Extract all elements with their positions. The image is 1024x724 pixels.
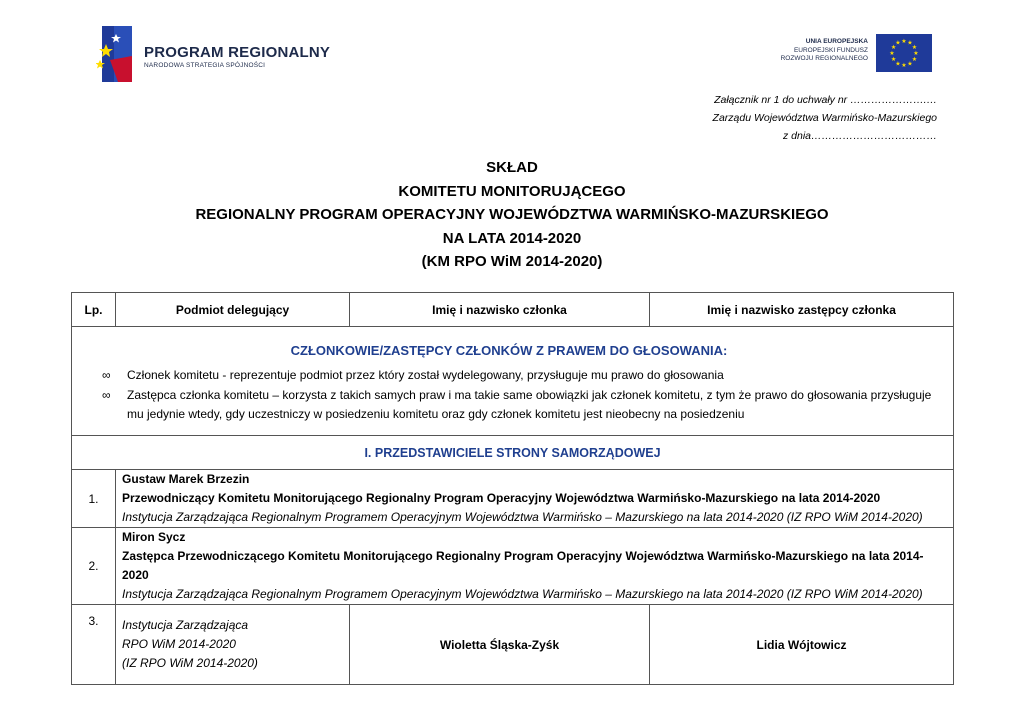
table-row — [72, 470, 954, 528]
voting-rights-cell — [72, 327, 954, 436]
eu-star-icon: ★ — [901, 63, 907, 69]
title-line-4: NA LATA 2014-2020 — [442, 229, 582, 247]
attachment-note — [713, 91, 937, 145]
deputy-name-cell: Lidia Wójtowicz — [650, 605, 954, 685]
eu-star-icon: ★ — [890, 57, 897, 63]
program-regionalny-subtitle: NARODOWA STRATEGIA SPÓJNOŚCI — [144, 62, 266, 69]
program-regionalny-logo — [96, 26, 331, 82]
program-regionalny-title: PROGRAM REGIONALNY — [144, 44, 331, 61]
title-line-5: (KM RPO WiM 2014-2020) — [421, 253, 603, 270]
row-number: 1. — [72, 470, 116, 528]
voting-rights-row — [72, 327, 954, 436]
eu-logo-line1: UNIA EUROPEJSKA — [805, 38, 868, 45]
member-institution: Instytucja Zarządzająca Regionalnym Programem Operacyjnym Województwa Warmińsko – Mazurskiego na lata 2014-2020 (IZ RPO WiM 2014-2020) — [122, 587, 923, 601]
entity-line: Instytucja Zarządzająca — [122, 618, 249, 632]
eu-star-icon: ★ — [913, 51, 919, 57]
bullet-text: Zastępca członka komitetu – korzysta z takich samych praw i ma takie same obowiązki jak członek komitetu, z tym że prawo do głosowania przysługuje mu jedynie wtedy, gdy uczestniczy w posiedzeniu komitetu oraz gdy członek komitetu jest nieobecny na posiedzeniu — [127, 387, 932, 421]
infinity-bullet-icon: ∞ — [102, 387, 111, 402]
entity-line: (IZ RPO WiM 2014-2020) — [122, 656, 258, 670]
voting-rights-list — [78, 366, 940, 425]
eu-star-icon: ★ — [911, 45, 918, 51]
member-name-cell: Wioletta Śląska-Zyśk — [350, 605, 650, 685]
header-deputy-name: Imię i nazwisko zastępcy członka — [650, 293, 954, 327]
infinity-bullet-icon: ∞ — [102, 368, 111, 382]
eu-star-icon: ★ — [895, 61, 901, 68]
entity-line: RPO WiM 2014-2020 — [122, 637, 236, 651]
eu-star-icon: ★ — [911, 57, 918, 63]
attachment-note-line1: Załącznik nr 1 do uchwały nr ………………….… — [714, 94, 937, 106]
title-line-3: REGIONALNY PROGRAM OPERACYJNY WOJEWÓDZTWA WARMIŃSKO-MAZURSKIEGO — [195, 206, 829, 223]
attachment-note-line3: z dnia……………………………… — [782, 130, 937, 142]
section-heading-row — [72, 436, 954, 470]
member-role: Przewodniczący Komitetu Monitorującego Regionalny Program Operacyjny Województwa Warmińsko-Mazurskiego na lata 2014-2020 — [122, 491, 881, 505]
eu-star-icon: ★ — [890, 45, 897, 51]
eu-star-icon: ★ — [889, 51, 895, 57]
committee-table — [71, 292, 954, 685]
eu-logo-line3: ROZWOJU REGIONALNEGO — [780, 55, 868, 62]
eu-star-icon: ★ — [901, 39, 907, 45]
delegating-entity-cell — [116, 605, 350, 685]
header-delegating-entity: Podmiot delegujący — [116, 293, 350, 327]
attachment-note-line2: Zarządu Województwa Warmińsko-Mazurskiego — [712, 112, 937, 124]
section-heading: I. PRZEDSTAWICIELE STRONY SAMORZĄDOWEJ — [72, 436, 954, 470]
eu-logo — [776, 30, 934, 74]
table-header-row — [72, 293, 954, 327]
row-details — [116, 528, 954, 605]
member-institution: Instytucja Zarządzająca Regionalnym Programem Operacyjnym Województwa Warmińsko – Mazurskiego na lata 2014-2020 (IZ RPO WiM 2014-2020) — [122, 510, 923, 524]
list-item — [102, 386, 940, 425]
eu-flag-icon — [876, 34, 932, 72]
title-line-1: SKŁAD — [486, 159, 538, 176]
eu-logo-text — [776, 38, 868, 64]
title-line-2: KOMITETU MONITORUJĄCEGO — [398, 182, 626, 200]
eu-star-icon: ★ — [895, 40, 901, 47]
table-row — [72, 528, 954, 605]
eu-stars-icon — [876, 34, 932, 72]
table-row — [72, 605, 954, 685]
eu-star-icon: ★ — [907, 40, 913, 47]
row-number: 3. — [72, 605, 116, 685]
eu-star-icon: ★ — [907, 61, 913, 68]
member-name: Miron Sycz — [122, 530, 186, 544]
row-details — [116, 470, 954, 528]
regional-program-flag-icon — [96, 26, 132, 82]
voting-rights-heading: CZŁONKOWIE/ZASTĘPCY CZŁONKÓW Z PRAWEM DO GŁOSOWANIA: — [290, 343, 728, 358]
list-item — [102, 366, 940, 386]
member-role: Zastępca Przewodniczącego Komitetu Monitorującego Regionalny Program Operacyjny Województwa Warmińsko-Mazurskiego na lata 2014-2020 — [122, 549, 924, 582]
member-name: Gustaw Marek Brzezin — [122, 472, 250, 486]
header-lp: Lp. — [72, 293, 116, 327]
bullet-text: Członek komitetu - reprezentuje podmiot przez który został wydelegowany, przysługuje mu prawo do głosowania — [127, 368, 724, 382]
row-number: 2. — [72, 528, 116, 605]
eu-logo-line2: EUROPEJSKI FUNDUSZ — [793, 46, 868, 54]
document-title — [0, 156, 1024, 274]
header-member-name: Imię i nazwisko członka — [350, 293, 650, 327]
